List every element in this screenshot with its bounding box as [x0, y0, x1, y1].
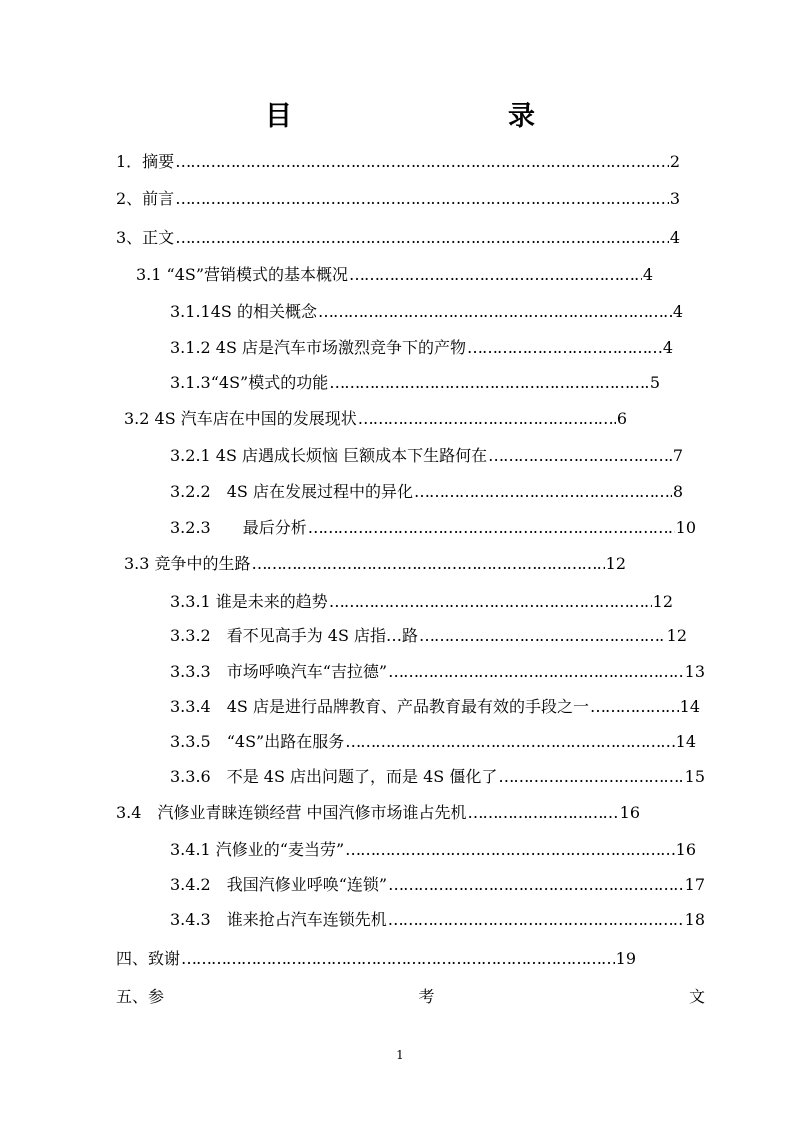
toc-entry-label: 3.3.5 “4S”出路在服务	[170, 732, 345, 751]
toc-entry-3-3-5[interactable]	[170, 729, 696, 755]
toc-entry-3-1[interactable]	[136, 262, 653, 288]
toc-entry-page: 16	[675, 840, 696, 859]
toc-entry-page: 6	[616, 409, 627, 428]
toc-leader	[329, 370, 649, 396]
toc-entry-3-4-1[interactable]	[170, 837, 696, 863]
toc-entry-page: 8	[672, 482, 683, 501]
toc-leader	[175, 149, 669, 175]
toc-leader	[345, 837, 674, 863]
toc-leader	[358, 406, 616, 432]
toc-entry-page: 14	[675, 732, 696, 751]
toc-leader	[488, 443, 672, 469]
toc-entry-3-3[interactable]	[124, 551, 626, 577]
toc-leader	[414, 479, 672, 505]
toc-entry-page: 7	[672, 446, 683, 465]
toc-entry-page: 10	[675, 518, 696, 537]
toc-entry-page: 2	[669, 152, 680, 171]
toc-leader	[419, 623, 666, 649]
toc-entry-page: 12	[605, 554, 626, 573]
toc-entry-preface[interactable]	[116, 186, 680, 212]
toc-entry-page: 19	[615, 949, 636, 968]
toc-entry-3-2-1[interactable]	[170, 443, 683, 469]
toc-entry-page: 4	[669, 228, 680, 247]
toc-entry-label: 1．摘要	[116, 152, 175, 171]
toc-entry-page: 13	[684, 662, 705, 681]
toc-entry-label: 3.2.3 最后分析	[170, 518, 307, 537]
toc-entry-page: 14	[679, 697, 700, 716]
toc-entry-3-2-2[interactable]	[170, 479, 683, 505]
toc-entry-page: 16	[619, 803, 640, 822]
toc-leader	[590, 694, 679, 720]
toc-entry-label: 3.4.3 谁来抢占汽车连锁先机	[170, 910, 387, 929]
toc-entry-3-3-6[interactable]	[170, 764, 705, 790]
toc-entry-page: 12	[652, 592, 673, 611]
references-part-2: 考	[418, 987, 435, 1006]
toc-entry-3-2-3[interactable]	[170, 515, 696, 541]
toc-entry-label: 3.2.1 4S 店遇成长烦恼 巨额成本下生路何在	[170, 446, 488, 465]
toc-entry-label: 3.2 4S 汽车店在中国的发展现状	[124, 409, 357, 428]
toc-entry-page: 4	[642, 265, 653, 284]
toc-entry-page: 12	[666, 626, 687, 645]
toc-entry-label: 四、致谢	[116, 949, 181, 968]
toc-entry-acknowledgement[interactable]	[116, 946, 636, 972]
toc-entry-label: 3.4 汽修业青睐连锁经营 中国汽修市场谁占先机	[116, 803, 467, 822]
toc-leader	[388, 659, 684, 685]
toc-leader	[388, 907, 684, 933]
toc-entry-3-1-2[interactable]	[170, 335, 673, 361]
toc-entry-3-2[interactable]	[124, 406, 627, 432]
toc-entry-body[interactable]	[116, 225, 680, 251]
toc-entry-3-4-3[interactable]	[170, 907, 705, 933]
toc-leader	[329, 589, 652, 615]
toc-entry-3-4-2[interactable]	[170, 872, 705, 898]
references-part-3: 文	[688, 987, 705, 1006]
toc-leader	[318, 299, 672, 325]
toc-entry-3-1-3[interactable]	[170, 370, 660, 396]
page-number: 1	[396, 1048, 404, 1062]
toc-entry-page: 3	[669, 189, 680, 208]
toc-leader	[349, 262, 642, 288]
toc-entry-label: 3.4.2 我国汽修业呼唤“连锁”	[170, 875, 388, 894]
toc-entry-label: 3.1.14S 的相关概念	[170, 302, 317, 321]
toc-leader	[468, 800, 619, 826]
toc-leader	[467, 335, 662, 361]
toc-entry-label: 3.3 竞争中的生路	[124, 554, 251, 573]
toc-leader	[498, 764, 683, 790]
toc-entry-label: 3.2.2 4S 店在发展过程中的异化	[170, 482, 413, 501]
page-title: 目 录	[265, 101, 589, 132]
toc-entry-page: 18	[684, 910, 705, 929]
toc-leader	[388, 872, 684, 898]
toc-entry-3-1-1[interactable]	[170, 299, 683, 325]
toc-entry-page: 5	[649, 373, 660, 392]
toc-leader	[252, 551, 605, 577]
toc-leader	[308, 515, 675, 541]
toc-entry-label: 2、前言	[116, 189, 175, 208]
toc-leader	[175, 225, 669, 251]
toc-entry-3-3-2[interactable]	[170, 623, 687, 649]
toc-entry-label: 3.3.2 看不见高手为 4S 店指…路	[170, 626, 419, 645]
toc-entry-page: 15	[684, 767, 705, 786]
toc-entry-label: 3.3.1 谁是未来的趋势	[170, 592, 328, 611]
toc-entry-3-3-4[interactable]	[170, 694, 700, 720]
toc-leader	[175, 186, 669, 212]
toc-leader	[345, 729, 674, 755]
toc-entry-label: 3、正文	[116, 228, 175, 247]
toc-entry-label: 3.1 “4S”营销模式的基本概况	[136, 265, 349, 284]
toc-entry-label: 3.3.3 市场呼唤汽车“吉拉德”	[170, 662, 388, 681]
toc-entry-3-4[interactable]	[116, 800, 640, 826]
toc-entry-3-3-1[interactable]	[170, 589, 673, 615]
toc-entry-label: 3.1.3“4S”模式的功能	[170, 373, 329, 392]
toc-entry-page: 4	[662, 338, 673, 357]
toc-entry-label: 3.1.2 4S 店是汽车市场激烈竞争下的产物	[170, 338, 467, 357]
toc-entry-3-3-3[interactable]	[170, 659, 705, 685]
toc-entry-label: 3.4.1 汽修业的“麦当劳”	[170, 840, 345, 859]
toc-leader	[181, 946, 615, 972]
toc-entry-page: 4	[672, 302, 683, 321]
toc-entry-label: 3.3.4 4S 店是进行品牌教育、产品教育最有效的手段之一	[170, 697, 589, 716]
toc-entry-abstract[interactable]	[116, 149, 680, 175]
toc-entry-references[interactable]	[116, 984, 705, 1010]
toc-entry-label: 3.3.6 不是 4S 店出问题了，而是 4S 僵化了	[170, 767, 498, 786]
references-part-1: 五、参	[116, 987, 165, 1006]
toc-entry-page: 17	[684, 875, 705, 894]
